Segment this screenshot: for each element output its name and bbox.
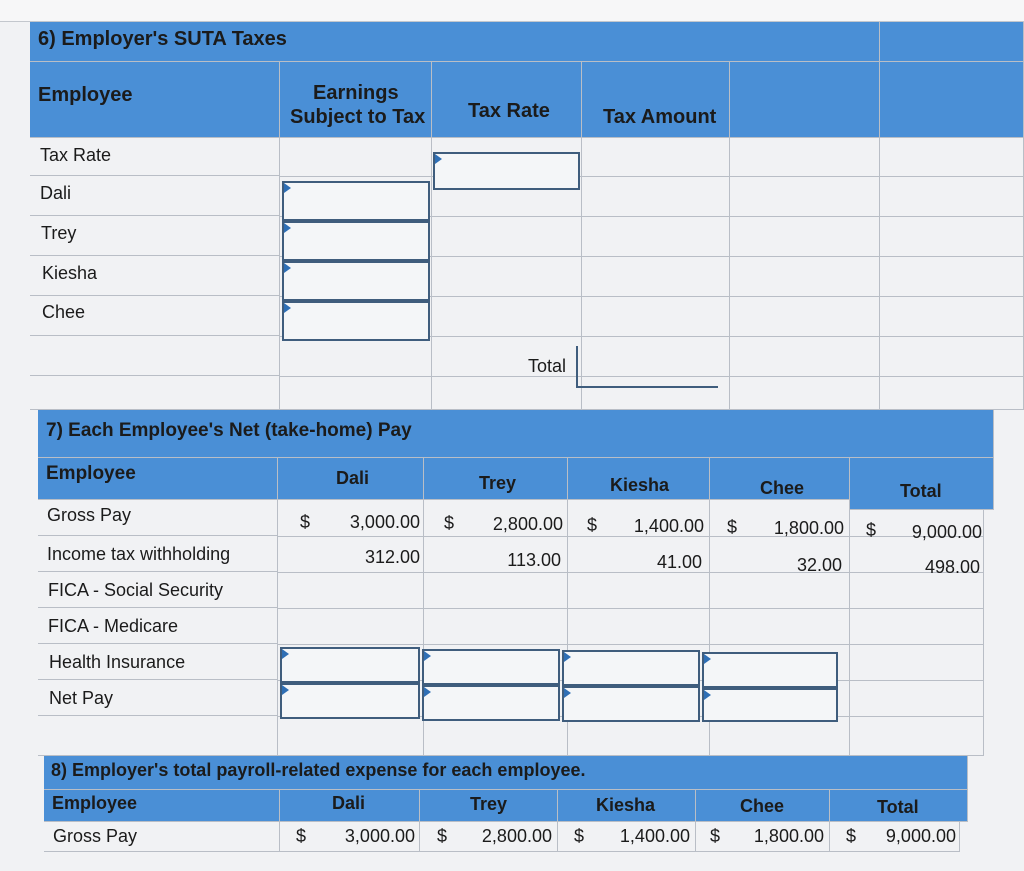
netpay-gross-chee: 1,800.00 bbox=[773, 518, 844, 538]
netpay-label-fica-ss: FICA - Social Security bbox=[48, 580, 224, 600]
health-insurance-trey-input[interactable] bbox=[422, 649, 560, 685]
currency-symbol: $ bbox=[587, 515, 598, 535]
expense-header-dali: Dali bbox=[332, 793, 366, 813]
suta-total-input[interactable] bbox=[576, 346, 718, 388]
netpay-grid-col bbox=[850, 510, 984, 756]
suta-header-earnings-line1: Earnings bbox=[313, 82, 399, 104]
column-header-strip bbox=[0, 0, 1024, 22]
netpay-header-dali: Dali bbox=[336, 468, 370, 488]
suta-row-blank[interactable] bbox=[30, 336, 280, 376]
netpay-incometax-dali: 312.00 bbox=[364, 547, 420, 567]
expense-header-kiesha: Kiesha bbox=[596, 795, 656, 815]
suta-title-bar-right bbox=[880, 22, 1024, 62]
netpay-header-trey: Trey bbox=[479, 473, 517, 493]
currency-symbol: $ bbox=[300, 512, 311, 532]
suta-header-blank-cell[interactable] bbox=[730, 62, 880, 138]
currency-symbol: $ bbox=[866, 520, 877, 540]
net-pay-kiesha-input[interactable] bbox=[562, 686, 700, 722]
grid-line bbox=[278, 644, 984, 645]
expense-gross-dali: 3,000.00 bbox=[344, 826, 415, 846]
net-pay-trey-input[interactable] bbox=[422, 685, 560, 721]
netpay-label-netpay: Net Pay bbox=[49, 688, 114, 708]
netpay-header-chee: Chee bbox=[760, 478, 805, 498]
netpay-incometax-total: 498.00 bbox=[924, 557, 980, 577]
currency-symbol: $ bbox=[846, 826, 857, 846]
netpay-gross-dali: 3,000.00 bbox=[349, 512, 420, 532]
health-insurance-kiesha-input[interactable] bbox=[562, 650, 700, 686]
netpay-title: 7) Each Employee's Net (take-home) Pay bbox=[46, 420, 412, 441]
currency-symbol: $ bbox=[710, 826, 721, 846]
suta-label-dali: Dali bbox=[40, 183, 72, 203]
suta-row-blank[interactable] bbox=[30, 376, 280, 410]
suta-header-employee: Employee bbox=[38, 84, 133, 106]
suta-grid-col bbox=[880, 138, 1024, 410]
expense-gross-kiesha: 1,400.00 bbox=[619, 826, 690, 846]
netpay-header-kiesha: Kiesha bbox=[610, 475, 670, 495]
net-pay-chee-input[interactable] bbox=[702, 688, 838, 722]
netpay-gross-trey: 2,800.00 bbox=[492, 514, 563, 534]
currency-symbol: $ bbox=[574, 826, 585, 846]
suta-label-kiesha: Kiesha bbox=[42, 263, 98, 283]
netpay-incometax-chee: 32.00 bbox=[796, 555, 842, 575]
suta-dali-earnings-input[interactable] bbox=[282, 181, 430, 221]
currency-symbol: $ bbox=[437, 826, 448, 846]
netpay-label-fica-med: FICA - Medicare bbox=[48, 616, 179, 636]
expense-gross-total: 9,000.00 bbox=[885, 826, 956, 846]
netpay-row-blank[interactable] bbox=[38, 716, 278, 756]
currency-symbol: $ bbox=[296, 826, 307, 846]
health-insurance-dali-input[interactable] bbox=[280, 647, 420, 683]
suta-chee-earnings-input[interactable] bbox=[282, 301, 430, 341]
expense-header-trey: Trey bbox=[470, 794, 508, 814]
netpay-label-grosspay: Gross Pay bbox=[47, 505, 132, 525]
netpay-header-total: Total bbox=[900, 481, 942, 501]
suta-header-taxamount: Tax Amount bbox=[603, 106, 717, 128]
suta-total-label: Total bbox=[528, 356, 567, 376]
grid-line bbox=[278, 608, 984, 609]
expense-gross-chee: 1,800.00 bbox=[753, 826, 824, 846]
suta-label-trey: Trey bbox=[41, 223, 77, 243]
suta-grid-col bbox=[730, 138, 880, 410]
expense-title: 8) Employer's total payroll-related expense for each employee. bbox=[51, 760, 586, 780]
currency-symbol: $ bbox=[444, 513, 455, 533]
currency-symbol: $ bbox=[727, 517, 738, 537]
grid-line bbox=[280, 176, 1024, 177]
expense-gross-trey: 2,800.00 bbox=[481, 826, 552, 846]
netpay-gross-kiesha: 1,400.00 bbox=[633, 516, 704, 536]
netpay-incometax-kiesha: 41.00 bbox=[656, 552, 702, 572]
suta-label-chee: Chee bbox=[42, 302, 86, 322]
net-pay-dali-input[interactable] bbox=[280, 683, 420, 719]
netpay-incometax-trey: 113.00 bbox=[507, 550, 561, 570]
suta-title: 6) Employer's SUTA Taxes bbox=[38, 28, 287, 50]
suta-header-blank-cell[interactable] bbox=[880, 62, 1024, 138]
expense-header-chee: Chee bbox=[740, 796, 785, 816]
suta-taxrate-input[interactable] bbox=[433, 152, 580, 190]
netpay-header-employee: Employee bbox=[46, 463, 136, 484]
suta-label-taxrate: Tax Rate bbox=[40, 145, 112, 165]
suta-header-earnings-line2: Subject to Tax bbox=[290, 106, 426, 128]
suta-kiesha-earnings-input[interactable] bbox=[282, 261, 430, 301]
netpay-gross-total: 9,000.00 bbox=[911, 522, 982, 542]
health-insurance-chee-input[interactable] bbox=[702, 652, 838, 688]
expense-header-employee: Employee bbox=[52, 793, 138, 813]
netpay-label-incometax: Income tax withholding bbox=[47, 544, 231, 564]
suta-header-taxrate: Tax Rate bbox=[468, 100, 550, 122]
suta-trey-earnings-input[interactable] bbox=[282, 221, 430, 261]
expense-header-total: Total bbox=[877, 797, 919, 817]
netpay-label-health: Health Insurance bbox=[49, 652, 186, 672]
expense-label-grosspay: Gross Pay bbox=[53, 826, 138, 846]
